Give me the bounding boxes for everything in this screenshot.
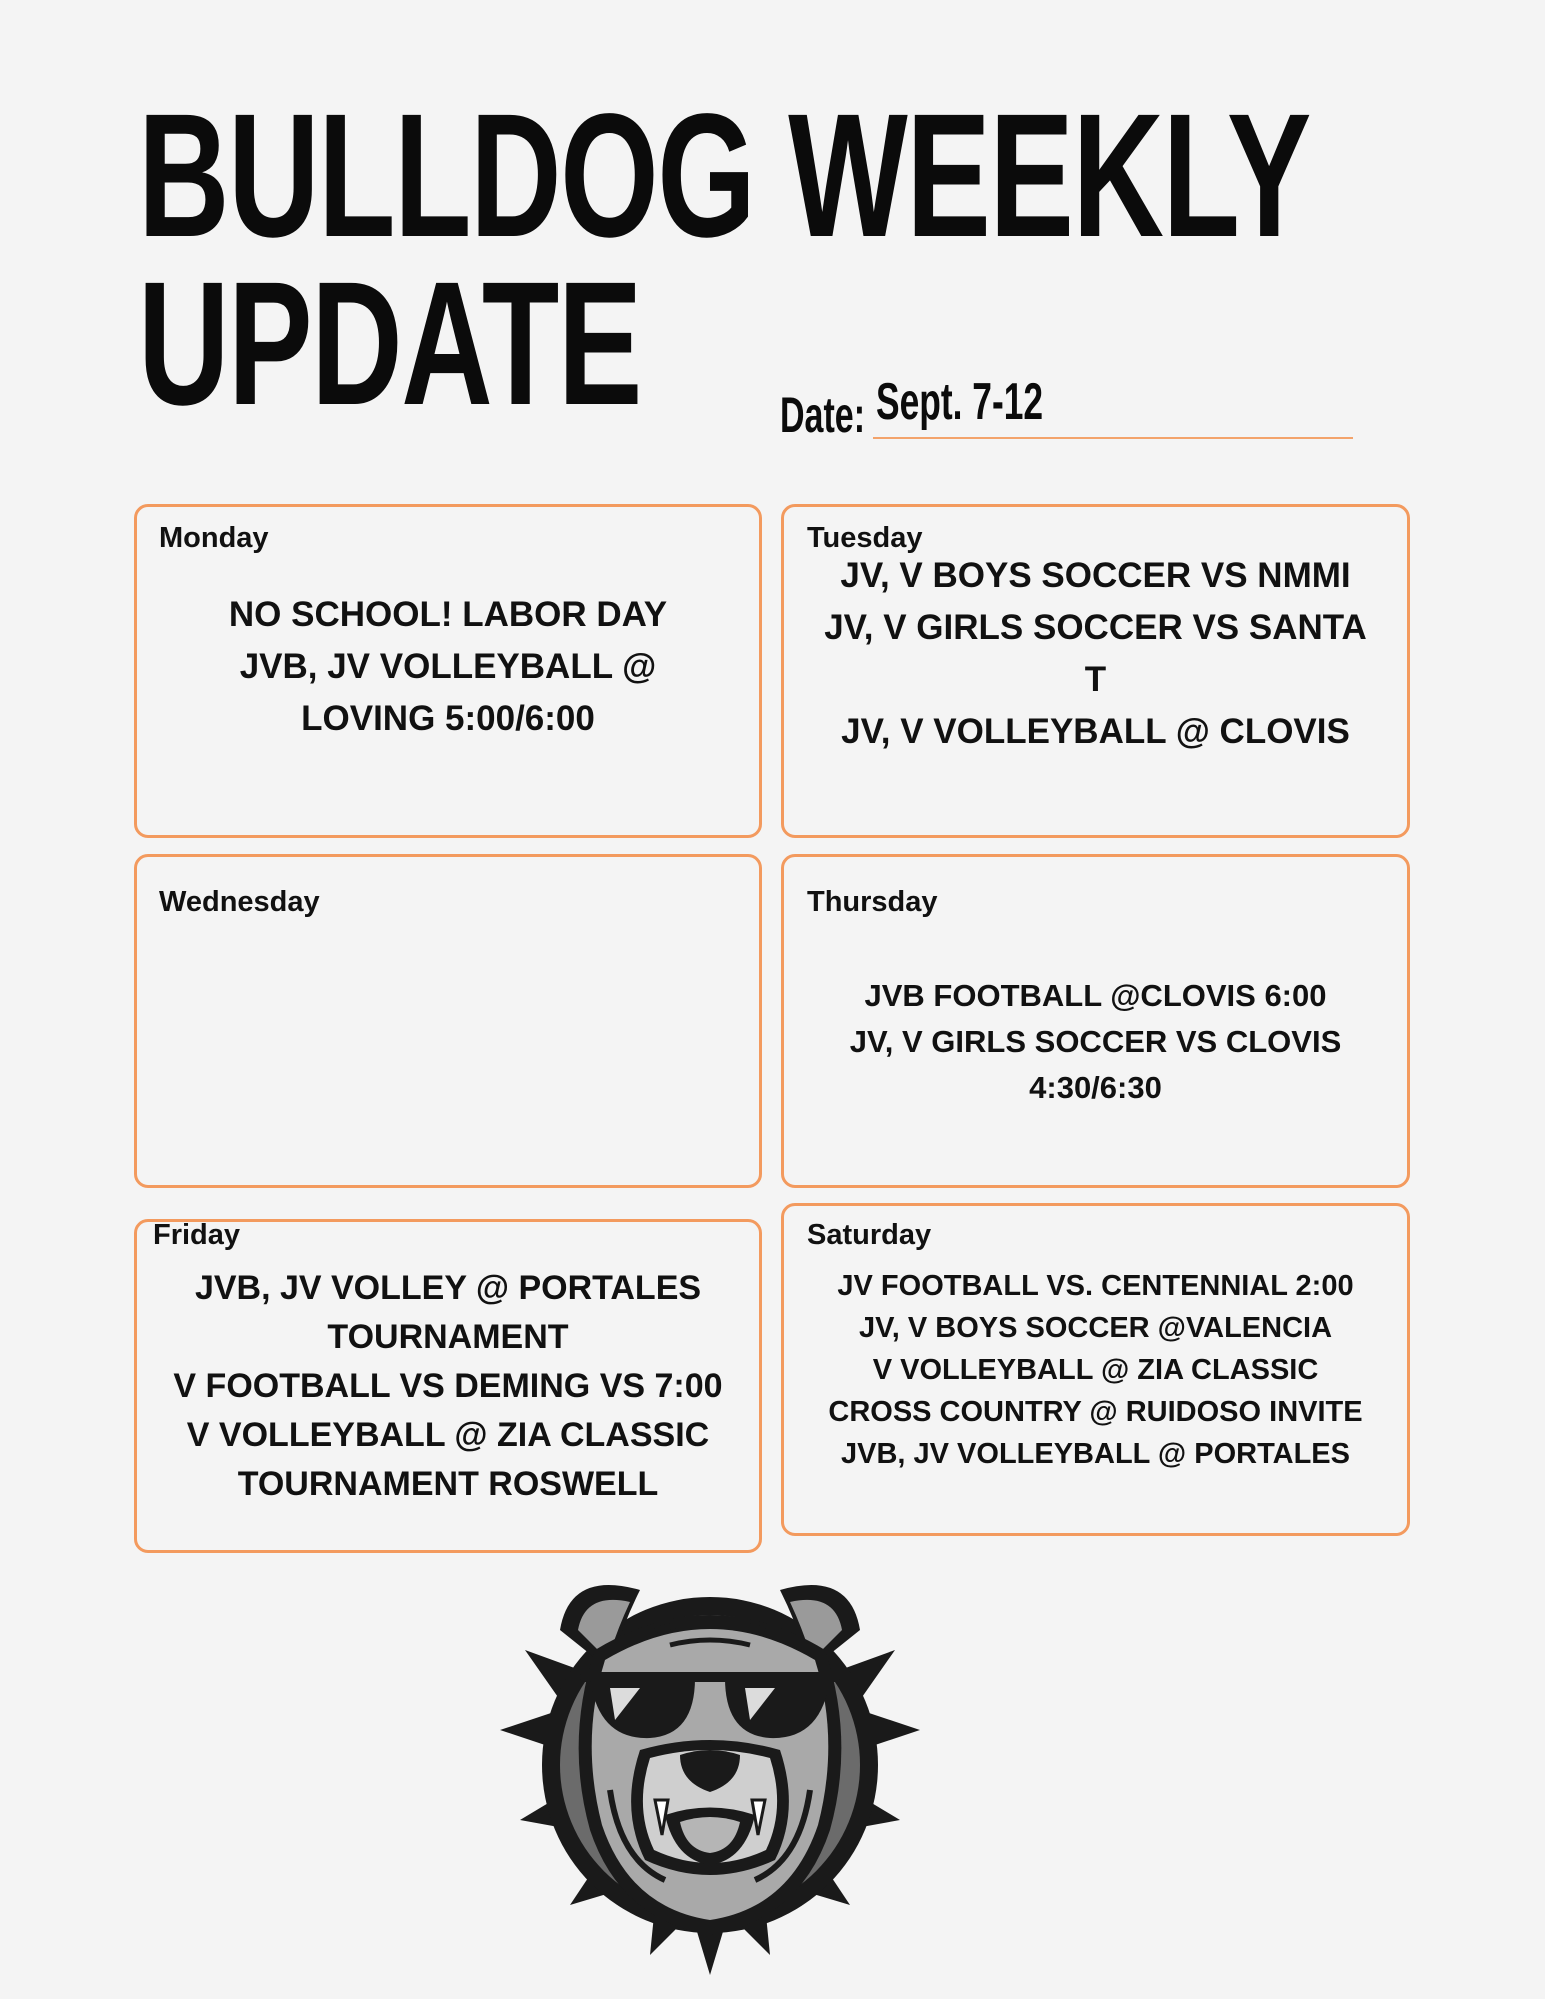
events-list [784, 973, 1407, 1111]
events-list [137, 589, 759, 745]
date-label: Date: [780, 387, 866, 443]
event-line: T [1084, 660, 1107, 699]
monday-card [134, 504, 762, 838]
day-label: Friday [153, 1219, 241, 1251]
event-line: V FOOTBALL VS DEMING VS 7:00 [173, 1367, 723, 1405]
event-line: V VOLLEYBALL @ ZIA CLASSIC [186, 1416, 710, 1454]
event-line: JVB FOOTBALL @CLOVIS 6:00 [864, 978, 1327, 1013]
event-line: JV, V BOYS SOCCER VS NMMI [840, 556, 1351, 595]
day-label: Saturday [807, 1219, 932, 1251]
event-line: JVB, JV VOLLEY @ PORTALES [194, 1269, 702, 1307]
event-line: NO SCHOOL! LABOR DAY [228, 595, 668, 634]
page-title [138, 78, 1310, 442]
event-line: JV, V GIRLS SOCCER VS CLOVIS [849, 1024, 1342, 1059]
day-label: Thursday [807, 886, 938, 918]
event-line: JV, V GIRLS SOCCER VS SANTA [824, 608, 1367, 647]
bulldog-sunglasses-icon [490, 1560, 930, 1980]
event-line: V VOLLEYBALL @ ZIA CLASSIC [872, 1354, 1319, 1386]
friday-card [134, 1219, 762, 1553]
day-label: Tuesday [807, 522, 923, 554]
event-line: TOURNAMENT ROSWELL [237, 1465, 659, 1503]
saturday-card [781, 1203, 1410, 1536]
title-line-1: BULLDOG WEEKLY [138, 78, 1310, 274]
thursday-card [781, 854, 1410, 1188]
event-line: LOVING 5:00/6:00 [301, 699, 595, 738]
day-label: Wednesday [159, 886, 320, 918]
events-list [137, 1264, 759, 1509]
tuesday-card [781, 504, 1410, 838]
event-line: CROSS COUNTRY @ RUIDOSO INVITE [828, 1396, 1363, 1428]
event-line: JV, V VOLLEYBALL @ CLOVIS [841, 712, 1350, 751]
event-line: JV FOOTBALL VS. CENTENNIAL 2:00 [837, 1270, 1354, 1302]
title-line-2: UPDATE [138, 246, 641, 442]
event-line: JVB, JV VOLLEYBALL @ PORTALES [840, 1438, 1350, 1470]
events-list [784, 1265, 1407, 1475]
events-list [784, 550, 1407, 758]
event-line: JVB, JV VOLLEYBALL @ [239, 647, 657, 686]
event-line: JV, V BOYS SOCCER @VALENCIA [858, 1312, 1333, 1344]
date-value: Sept. 7-12 [876, 373, 1044, 431]
wednesday-card [134, 854, 762, 1188]
day-label: Monday [159, 522, 269, 554]
event-line: 4:30/6:30 [1029, 1070, 1162, 1105]
date-underline [873, 437, 1353, 439]
event-line: TOURNAMENT [327, 1318, 569, 1356]
